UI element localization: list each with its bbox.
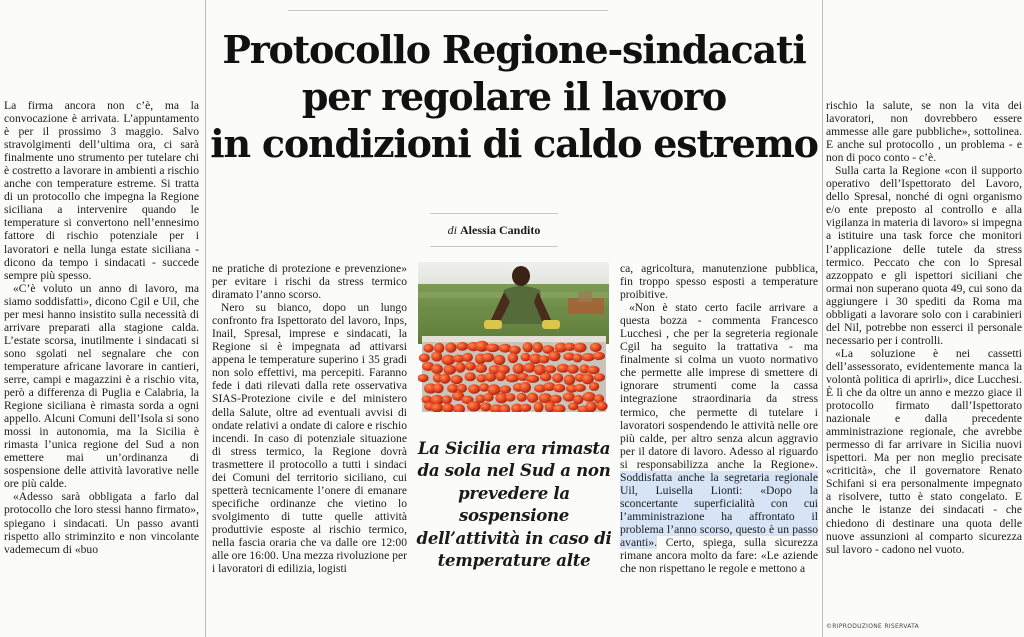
tomato-shape — [486, 344, 500, 353]
tomato-shape — [475, 364, 487, 373]
tomato-shape — [499, 385, 511, 393]
tomato-shape — [431, 351, 442, 361]
headline-line-1: Protocollo Regione-sindacati — [222, 27, 806, 72]
tomato-shape — [508, 353, 519, 363]
paragraph: Nero su bianco, dopo un lungo confronto fra Ispettorato del lavoro, Inps, Inail, Spresal, imprese e sindacati, la Regione si è impegnata ad attivarsi appena le temperature superino i 35 gradi non solo effettivi, ma percepiti. Faranno fede i dati rilevati dalla rete osservativa SIAS-Protezione civile e del ministero della Salute, oltre ad eventuali avvisi di ondate relativi a ondate di calore e rischio incendi. In caso di potenziale situazione di stress termico, la Regione dovrà trasmettere il protocollo a tutti i sindaci dei Comuni del territorio siciliano, cui spetterà tecnicamente l’onere di emanare specifiche ordinanze che vietino lo svolgimento di tutte quelle attività produttivie esposte al rischio termico, nella fascia oraria che va dalle ore 12:00 alle ore 16:00. Una mezza rivoluzione per i lavoratori di edilizia, logisti — [212, 301, 407, 576]
tomato-shape — [520, 404, 532, 412]
paragraph-text: «Non è stato certo facile arrivare a questa bozza - commenta Francesco Lucchesi , che per la segreteria regionale Cgil ha seguito la trattativa - ma finalmente si colma un vuoto normativo che permette alle imprese di smettere di ignorare strumenti come la cassa integrazione straordinaria da stress termico, che permette di tutelare i lavoratori sospendendo le attività nelle ore più calde, per altro senza alcun aggravio per il datore di lavoro. Adesso al riguardo si responsabilizza anche la Regione». — [620, 301, 818, 471]
tomato-shape — [568, 402, 579, 410]
tomato-shape — [505, 393, 515, 401]
tomato-shape — [419, 353, 430, 362]
tomato-shape — [433, 383, 444, 393]
tomato-shape — [597, 401, 608, 411]
top-rule — [288, 10, 608, 11]
tomato-shape — [540, 373, 551, 382]
tomato-shape — [468, 384, 480, 394]
highlighted-quote[interactable]: Soddisfatta anche la segretaria regionale Uil, Luisella Lionti: «Dopo la sconcertante superficialità con cui l’amministrazione ha affrontato il problema l’anno scorso, questo è un passo avanti». — [620, 470, 818, 549]
pull-quote: La Sicilia era rimasta da sola nel Sud a non prevedere la sospensione dell’attività in caso di temperature alte — [416, 438, 612, 571]
tomato-shape — [456, 342, 468, 351]
tomato-shape — [522, 342, 533, 352]
tomato-shape — [445, 342, 456, 352]
tomato-shape — [572, 354, 582, 363]
tomato-shape — [544, 365, 556, 373]
tomato-shape — [513, 363, 525, 374]
tomato-shape — [480, 402, 491, 411]
tomato-shape — [517, 393, 527, 402]
headline-line-3: in condizioni di caldo estremo — [210, 121, 818, 166]
tomato-shape — [594, 373, 605, 381]
tomato-shape — [523, 363, 535, 373]
paragraph: Sulla carta la Regione «con il supporto operativo dell’Ispettorato del Lavoro, dello Spresal, nonché di ogni organismo e/o ente preposto al controllo e alla vigilanza in materia di lavoro» si impegna a istituire una task force che monitori l’applicazione delle tutele da stress termico. Peccato che con lo Spresal azzoppato e gli ispettori siciliani che ormai non superano quota 49, cui sono da aggiungere i 30 spediti da Roma ma obbligati a lavorare solo con i carabinieri del Nil, potrebbe non esserci il personale necessario per i controlli. — [826, 164, 1022, 347]
paragraph: La firma ancora non c’è, ma la convocazione è arrivata. L’appuntamento è per il prossimo 3 maggio. Salvo stravolgimenti dell’ultima ora, ci sarà finalmente uno strumento per tutelare chi è costretto a lavorare in ambienti a rischio anche con temperature estreme. Si tratta di un protocollo che impegna la Regione siciliana a intervenire quando le temperature si convertono nell’ennesimo fattore di rischio potenziale per i lavoratori e nella lunga estate siciliana - dicono da tempo i sindacati - succede sempre più spesso. — [4, 99, 199, 282]
tomato-shape — [431, 364, 443, 374]
tomato-shape — [423, 344, 433, 353]
tomato-shape — [567, 364, 579, 373]
paragraph: ca, agricoltura, manutenzione pubblica, fin troppo spesso esposti a temperature proibitive. — [620, 262, 818, 302]
tomato-shape — [589, 382, 599, 391]
tomato-shape — [494, 355, 506, 366]
tomato-shape — [506, 374, 520, 382]
tomato-shape — [443, 365, 456, 375]
tomato-shape — [582, 353, 595, 361]
tomato-shape — [457, 384, 467, 393]
tomato-shape — [484, 393, 494, 402]
tomato-shape — [482, 353, 494, 362]
tomato-shape — [485, 372, 497, 382]
byline — [400, 222, 588, 238]
tomato-shape — [574, 384, 586, 392]
photo-illustration — [418, 262, 609, 412]
tomato-shape — [590, 343, 602, 352]
tomato-shape — [574, 343, 587, 353]
article-column-4 — [826, 99, 1022, 619]
tomato-shape — [520, 382, 531, 393]
tomato-shape — [586, 401, 597, 412]
tomato-shape — [527, 393, 538, 403]
headline-line-2: per regolare il lavoro — [301, 74, 727, 119]
tomato-shape — [521, 353, 531, 361]
tomato-shape — [539, 355, 550, 363]
tomato-shape — [442, 395, 452, 404]
tomato-shape — [431, 403, 444, 412]
paragraph: rischio la salute, se non la vita dei lavoratori, non dovrebbero essere ammesse alle gare pubbliche», sottolinea. E anche sul protocollo , un problema - e non di poco conto - c’è. — [826, 99, 1022, 165]
tomato-shape — [496, 371, 506, 381]
paragraph-text: Certo, spiega, sulla sicurezza rimane ancora molto da fare: «Le aziende che non rispettano le regole e mettono a — [620, 535, 818, 576]
paragraph: ne pratiche di protezione e prevenzione» per evitare i rischi da stress termico diramato l’anno scorso. — [212, 262, 407, 302]
paragraph — [620, 301, 818, 575]
byline-author: Alessia Candito — [460, 223, 541, 237]
tomato-shape — [564, 374, 576, 385]
tomato-shape — [583, 392, 596, 402]
byline-prefix: di — [447, 223, 457, 237]
article-column-3 — [620, 262, 818, 632]
tomato-shape — [593, 352, 605, 360]
tomato-shape — [465, 372, 476, 381]
tomato-shape — [564, 343, 576, 351]
tomato-shape — [548, 351, 560, 361]
farm-worker-tomatoes-photo — [418, 262, 609, 412]
byline-rule-top — [430, 213, 558, 214]
paragraph: «La soluzione è nei cassetti dell’assessorato, evidentemente manca la volontà politica di aprirli», dice Lucchesi. È lì che da oltre un anno e mezzo giace il protocollo firmato dall’Ispettorato nazionale e dalla precedente amministrazione regionale, che avrebbe permesso di far arrivare in Sicilia nuovi ispettori. Ma per non meglio precisate «criticità», che il governatore Renato Schifani si era personalmente impegnato a risolvere, tutto è stato congelato. E anche le istanze dei sindacati - che chiedono di destinare una quota delle nuove assunzioni al comparto sicurezza sul lavoro - cadono nel vuoto. — [826, 346, 1022, 556]
tomato-shape — [552, 373, 563, 383]
tomato-shape — [455, 362, 465, 373]
tomato-shape — [465, 362, 476, 371]
tomato-shape — [533, 342, 543, 353]
column-divider-left — [205, 0, 206, 637]
tomato-shape — [462, 353, 473, 362]
column-divider-right — [822, 0, 823, 637]
paragraph: «Adesso sarà obbligata a farlo dal protocollo che loro stessi hanno firmato», spiegano i sindacati. Un passo avanti rispetto allo striminzito e non vincolante vademecum di «buo — [4, 490, 199, 556]
tomato-shape — [587, 366, 600, 374]
copyright-notice: ©RIPRODUZIONE RISERVATA — [826, 623, 920, 630]
tomato-shape — [439, 374, 450, 384]
tomato-shape — [526, 375, 539, 383]
paragraph: «C’è voluto un anno di lavoro, ma siamo soddisfatti», dicono Cgil e Uil, che per mesi hanno insistito sulla necessità di arrivare preparati alla stagione calda. L’estate scorsa, inutilmente i sindacati si sono sgolati nel segnalare che con temperature africane lavorare in cantieri, serre, campi e magazzini è a rischio vita, però a differenza di Puglia e Calabria, la Regione siciliana è rimasta sorda a ogni appello. Alcuni Comuni dell’Isola si sono mossi in autonomia, ma la Sicilia è rimasta l’unica regione del Sud a non emettere mai un’ordinanza di sospensione delle attività lavorative nelle ore più calde. — [4, 281, 199, 491]
byline-rule-bottom — [430, 246, 558, 247]
tomato-shape — [467, 401, 481, 411]
article-column-1 — [4, 99, 199, 631]
tomato-shape — [534, 402, 544, 413]
tomato-shape — [509, 346, 521, 355]
headline — [210, 26, 818, 167]
tomato-shape — [553, 384, 565, 393]
article-column-2 — [212, 262, 407, 634]
tomato-shape — [450, 375, 462, 384]
